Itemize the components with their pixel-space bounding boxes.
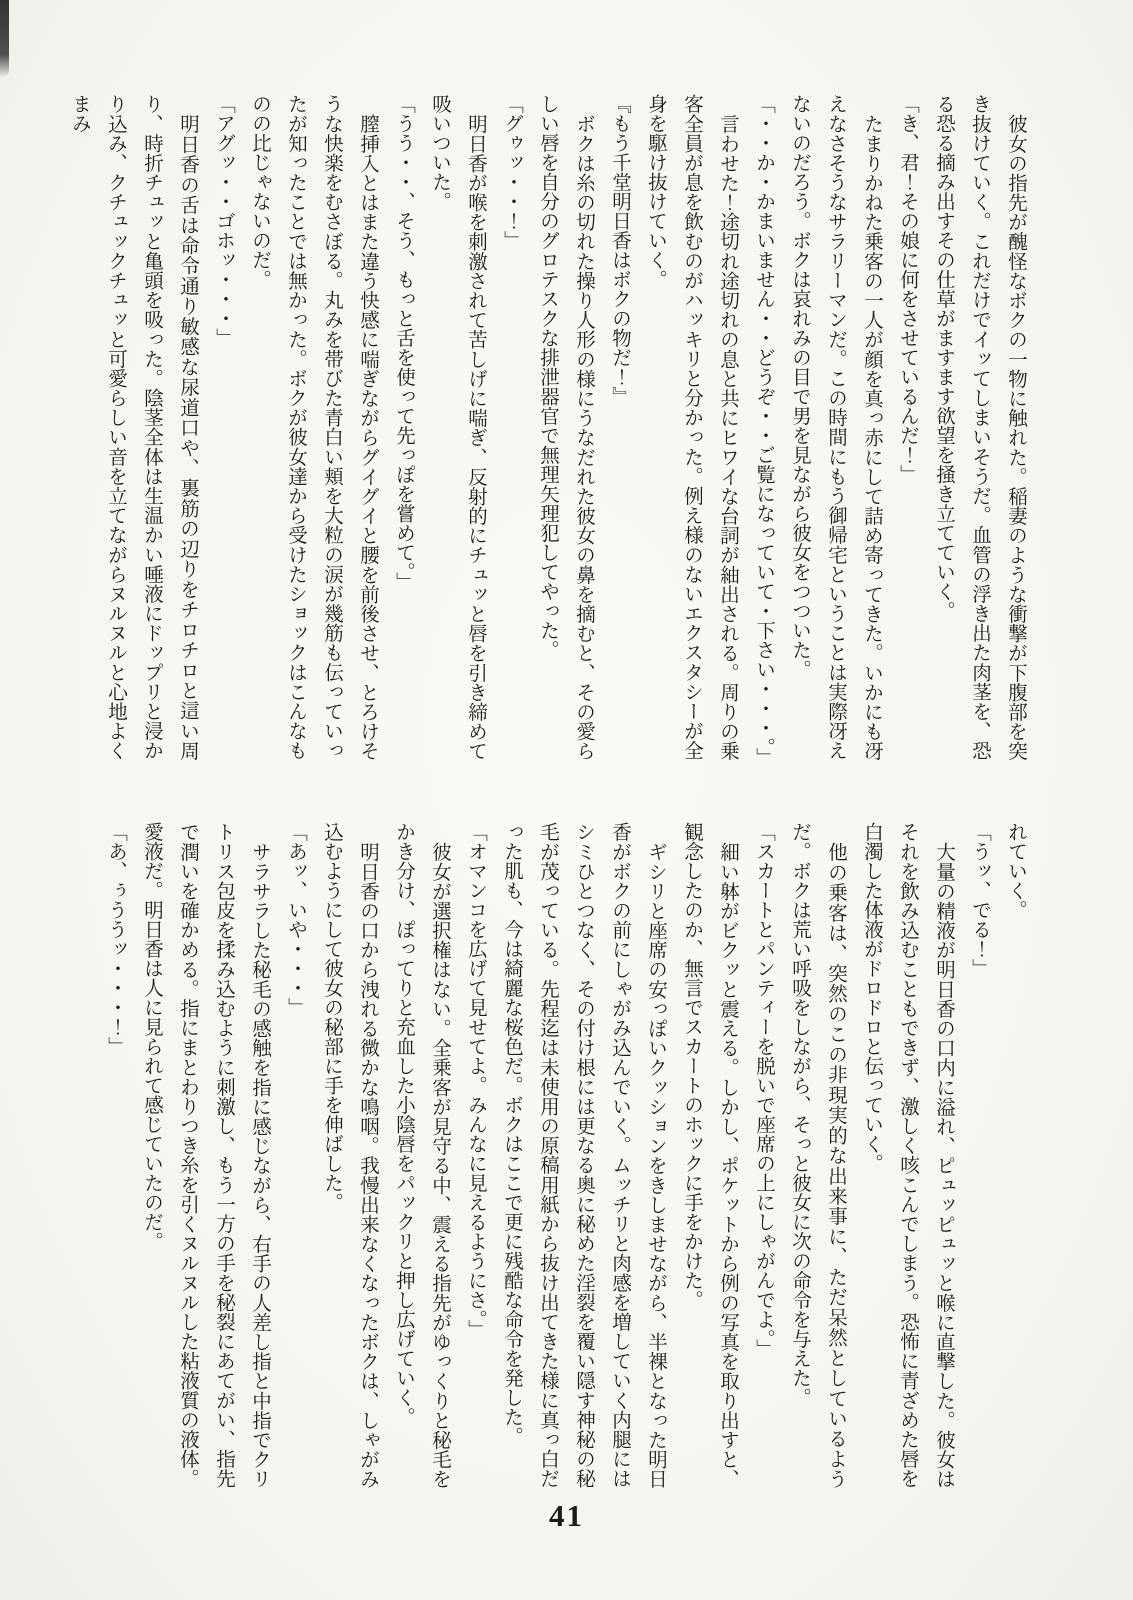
dialogue-paragraph: 「うッ、でる！」 — [969, 822, 990, 978]
dialogue-paragraph: 「オマンコを広げて見せてよ。みんなに見えるようにさ。」 — [465, 822, 486, 1339]
paragraph: サラサラした秘毛の感触を指に感じながら、右手の人差し指と中指でクリトリス包皮を揉み込むように刺激し、もう一方の手を秘裂にあてがい、指先で潤いを確かめる。指にまとわりつき糸を引くヌルヌルした粘液質の液体。愛液だ。明日香は人に見られて感じていたのだ。 — [141, 822, 270, 1488]
paragraph: 細い躰がビクッと震える。しかし、ポケットから例の写真を取り出すと、観念したのか、無言でスカートのホックに手をかけた。 — [681, 822, 738, 1488]
text-block-top — [69, 94, 1033, 767]
dialogue-paragraph: 「き、君！その娘に何をさせているんだ！」 — [897, 94, 918, 484]
paragraph: 明日香の口から洩れる微かな鳴咽。我慢出来なくなったボクは、しゃがみ込むようにして彼女の秘部に手を伸ばした。 — [321, 822, 378, 1488]
dialogue-paragraph: 「・・か・かまいません・・どうぞ・・ご覧になっていて・下さい・・・。」 — [753, 94, 774, 767]
paragraph: 彼女が選択権はない。全乗客が見守る中、震える指先がゆっくりと秘毛をかき分け、ぽってりと充血した小陰唇をパックリと押し広げていく。 — [393, 822, 450, 1488]
paragraph: 言わせた！途切れ途切れの息と共にヒワイな台詞が紬出される。周りの乗客全員が息を飲むのがハッキリと分かった。例え様のないエクスタシーが全身を駆け抜けていく。 — [645, 94, 738, 760]
paragraph: 大量の精液が明日香の口内に溢れ、ピュッピュッと喉に直撃した。彼女はそれを飲み込むこともできず、激しく咳こんでしまう。恐怖に青ざめた唇を白濁した体液がドロドロと伝っていく。 — [861, 822, 954, 1488]
paragraph: 膣挿入とはまた違う快感に喘ぎながらグイグイと腰を前後させ、とろけそうな快楽をむさぼる。丸みを帯びた青白い頬を大粒の涙が幾筋も伝っていったが知ったことでは無かった。ボクが彼女達から受けたショックはこんなものの比じゃないのだ。 — [249, 94, 378, 760]
dialogue-paragraph: 「うう・・、そう、もっと舌を使って先っぽを嘗めて。」 — [393, 94, 414, 592]
dialogue-paragraph: 『もう千堂明日香はボクの物だ！』 — [609, 94, 630, 406]
paragraph: 他の乗客は、突然のこの非現実的な出来事に、ただ呆然としているようだ。ボクは荒い呼吸をしながら、そっと彼女に次の命令を与えた。 — [789, 822, 846, 1488]
dialogue-paragraph: 「スカートとパンティーを脱いで座席の上にしゃがんでよ。」 — [753, 822, 774, 1359]
dialogue-paragraph: 「あッ、いや・・・」 — [285, 822, 306, 1017]
dialogue-paragraph: 「グゥッ・・！」 — [501, 94, 522, 250]
dialogue-paragraph: 「アグッ・・ゴホッ・・・」 — [213, 94, 234, 348]
paragraph: たまりかねた乗客の一人が顔を真っ赤にして詰め寄ってきた。いかにも冴えなさそうなサラリーマンだ。この時間にもう御帰宅ということは実際冴えないのだろう。ボクは哀れみの目で男を見ながら彼女をつついた。 — [789, 94, 882, 760]
text-block-bottom — [93, 822, 1033, 1488]
paragraph: 明日香の舌は命令通り敏感な尿道口や、裏筋の辺りをチロチロと這い周り、時折チュッと亀頭を吸った。陰茎全体は生温かい唾液にドップリと浸かり込み、クチュックチュッと可愛らしい音を立てながらヌルヌルと心地よくまみ — [69, 94, 198, 761]
dialogue-paragraph: 「あ、ぅううッ・・・！」 — [105, 822, 126, 1056]
page-number: 41 — [549, 1498, 584, 1533]
paragraph: 明日香が喉を刺激されて苦しげに喘ぎ、反射的にチュッと唇を引き締めて吸いついた。 — [429, 94, 486, 760]
scan-edge-artifact — [0, 0, 9, 78]
paragraph: 彼女の指先が醜怪なボクの一物に触れた。稲妻のような衝撃が下腹部を突き抜けていく。これだけでイッてしまいそうだ。血管の浮き出た肉茎を、恐る恐る摘み出すその仕草がますます欲望を掻き立てていく。 — [933, 94, 1026, 760]
continuation-paragraph: れていく。 — [1005, 822, 1026, 920]
paragraph: ギシリと座席の安っぽいクッションをきしませながら、半裸となった明日香がボクの前にしゃがみ込んでいく。ムッチリと肉感を増していく内腿にはシミひとつなく、その付け根には更なる奥に秘めた淫裂を覆い隠す神秘の秘毛が茂っている。先程迄は未使用の原稿用紙から抜け出てきた様に真っ白だった肌も、今は綺麗な桜色だ。ボクはここで更に残酷な命令を発した。 — [501, 822, 666, 1488]
paragraph: ボクは糸の切れた操り人形の様にうなだれた彼女の鼻を摘むと、その愛らしい唇を自分のグロテスクな排泄器官で無理矢理犯してやった。 — [537, 94, 594, 760]
